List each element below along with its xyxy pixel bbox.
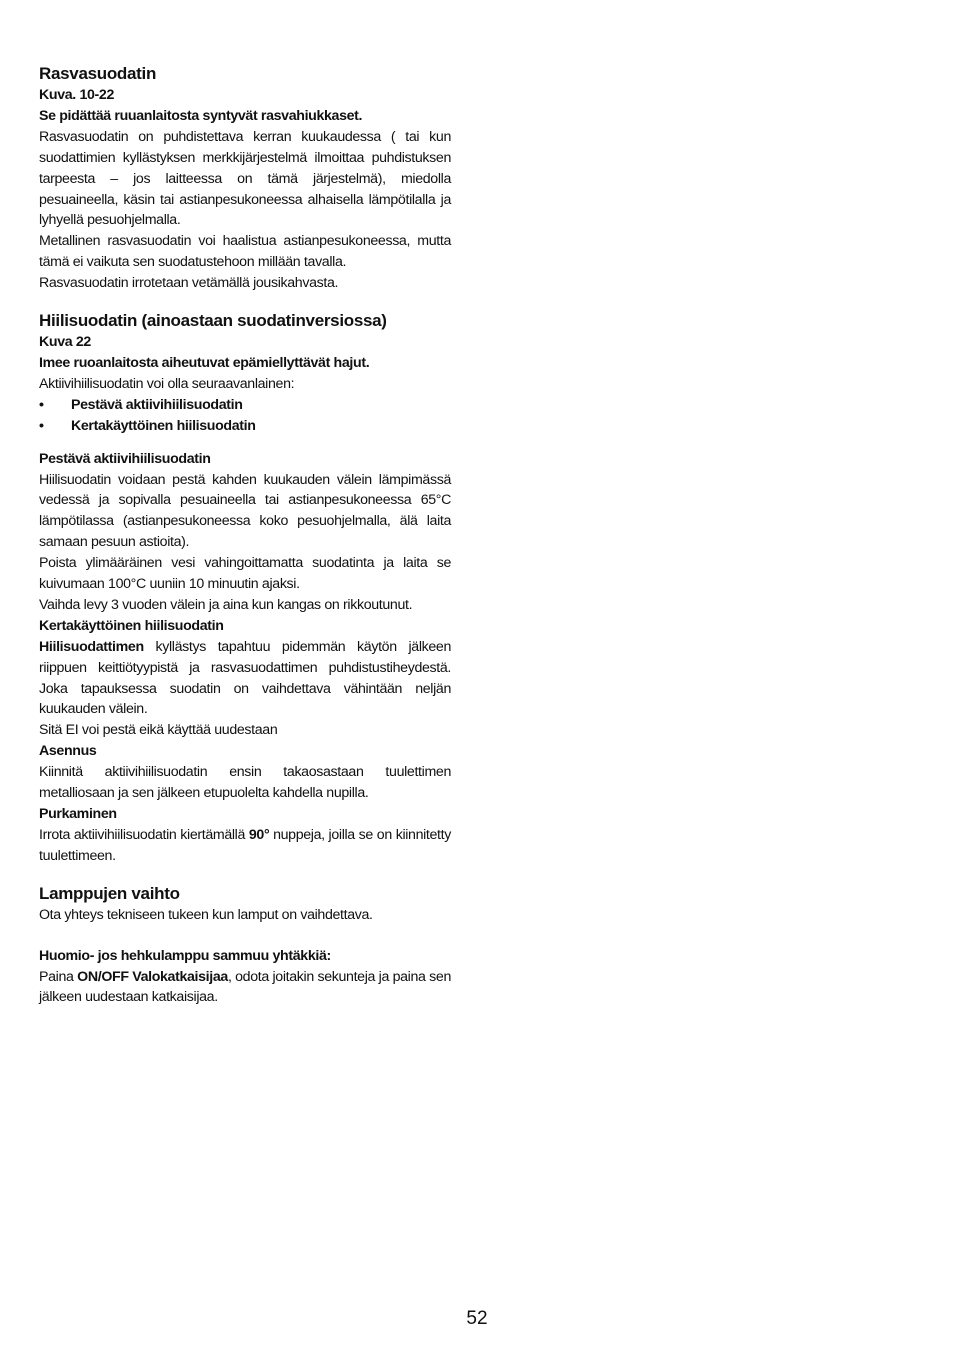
section-lead: Se pidättää ruuanlaitosta syntyvät rasvahiukkaset. (39, 107, 363, 124)
subsection-title: Pestävä aktiivihiilisuodatin (39, 450, 211, 467)
paragraph: Metallinen rasvasuodatin voi haalistua astianpesukoneessa, mutta tämä ei vaikuta sen suodatustehoon millään tavalla. (39, 233, 451, 271)
paragraph: Rasvasuodatin irrotetaan vetämällä jousikahvasta. (39, 275, 339, 292)
paragraph-text: nuppeja, joilla se on kiinnitetty tuulettimeen. (39, 826, 451, 864)
list-item (39, 416, 451, 437)
note-title: Huomio- jos hehkulamppu sammuu yhtäkkiä: (39, 947, 331, 964)
paragraph-text: kyllästys tapahtuu pidemmän käytön jälkeen riippuen keittiötyypistä ja rasvasuodattimen puhdistustiheydestä. Joka tapauksessa suodatin on vaihdettava vähintään neljän kuukauden välein. (39, 638, 451, 718)
section-title-lamps: Lamppujen vaihto (39, 883, 180, 903)
paragraph: Vaihda levy 3 vuoden välein ja aina kun kangas on rikkoutunut. (39, 596, 413, 613)
figure-reference: Kuva. 10-22 (39, 87, 115, 103)
list-item (39, 395, 451, 416)
list-item-label: Kertakäyttöinen hiilisuodatin (71, 417, 256, 434)
paragraph: Sitä EI voi pestä eikä käyttää uudestaan (39, 722, 278, 739)
emphasis: ON/OFF Valokatkaisijaa (77, 968, 228, 985)
paragraph: Hiilisuodatin voidaan pestä kahden kuukauden välein lämpimässä vedessä ja sopivalla pesuaineella tai astianpesukoneessa 65°C lämpötilassa (astianpesukoneessa koko pesuohjelmalla, älä laita samaan pesuun astioita). (39, 471, 451, 551)
document-column (39, 63, 451, 1008)
paragraph: Rasvasuodatin on puhdistettava kerran kuukaudessa ( tai kun suodattimien kyllästyksen merkkijärjestelmä ilmoittaa puhdistuksen tarpeesta – jos laitteessa on tämä järjestelmä), miedolla pesuaineella, käsin tai astianpesukoneessa alhaisella lämpötilalla ja lyhyellä pesuohjelmalla. (39, 128, 451, 229)
section-title-charcoal-filter: Hiilisuodatin (ainoastaan suodatinversiossa) (39, 311, 387, 331)
emphasis: Hiilisuodattimen (39, 638, 144, 655)
subsection-title: Asennus (39, 743, 97, 760)
bullet-icon: • (39, 417, 44, 434)
paragraph: Ota yhteys tekniseen tukeen kun lamput on vaihdettava. (39, 906, 373, 923)
page-number: 52 (466, 1308, 488, 1329)
subsection-title: Kertakäyttöinen hiilisuodatin (39, 617, 224, 634)
bullet-icon: • (39, 396, 44, 413)
figure-reference: Kuva 22 (39, 334, 91, 351)
subsection-title: Purkaminen (39, 806, 117, 822)
list-item-label: Pestävä aktiivihiilisuodatin (71, 396, 243, 413)
emphasis: 90° (248, 826, 270, 843)
paragraph (39, 637, 451, 721)
paragraph (39, 825, 451, 867)
section-lead: Imee ruoanlaitosta aiheutuvat epämiellyttävät hajut. (39, 354, 370, 371)
paragraph: Aktiivihiilisuodatin voi olla seuraavanlainen: (39, 375, 295, 392)
section-title-grease-filter: Rasvasuodatin (39, 64, 157, 83)
paragraph: Poista ylimääräinen vesi vahingoittamatta suodatinta ja laita se kuivumaan 100°C uuniin 10 minuutin ajaksi. (39, 555, 451, 593)
paragraph (39, 967, 451, 1009)
paragraph-text: Paina (39, 968, 78, 985)
paragraph: Kiinnitä aktiivihiilisuodatin ensin takaosastaan tuulettimen metalliosaan ja sen jälkeen etupuolelta kahdella nupilla. (39, 764, 451, 802)
paragraph-text: Irrota aktiivihiilisuodatin kiertämällä (39, 826, 249, 843)
paragraph-text: , odota joitakin sekunteja ja paina sen jälkeen uudestaan katkaisijaa. (39, 968, 451, 1006)
